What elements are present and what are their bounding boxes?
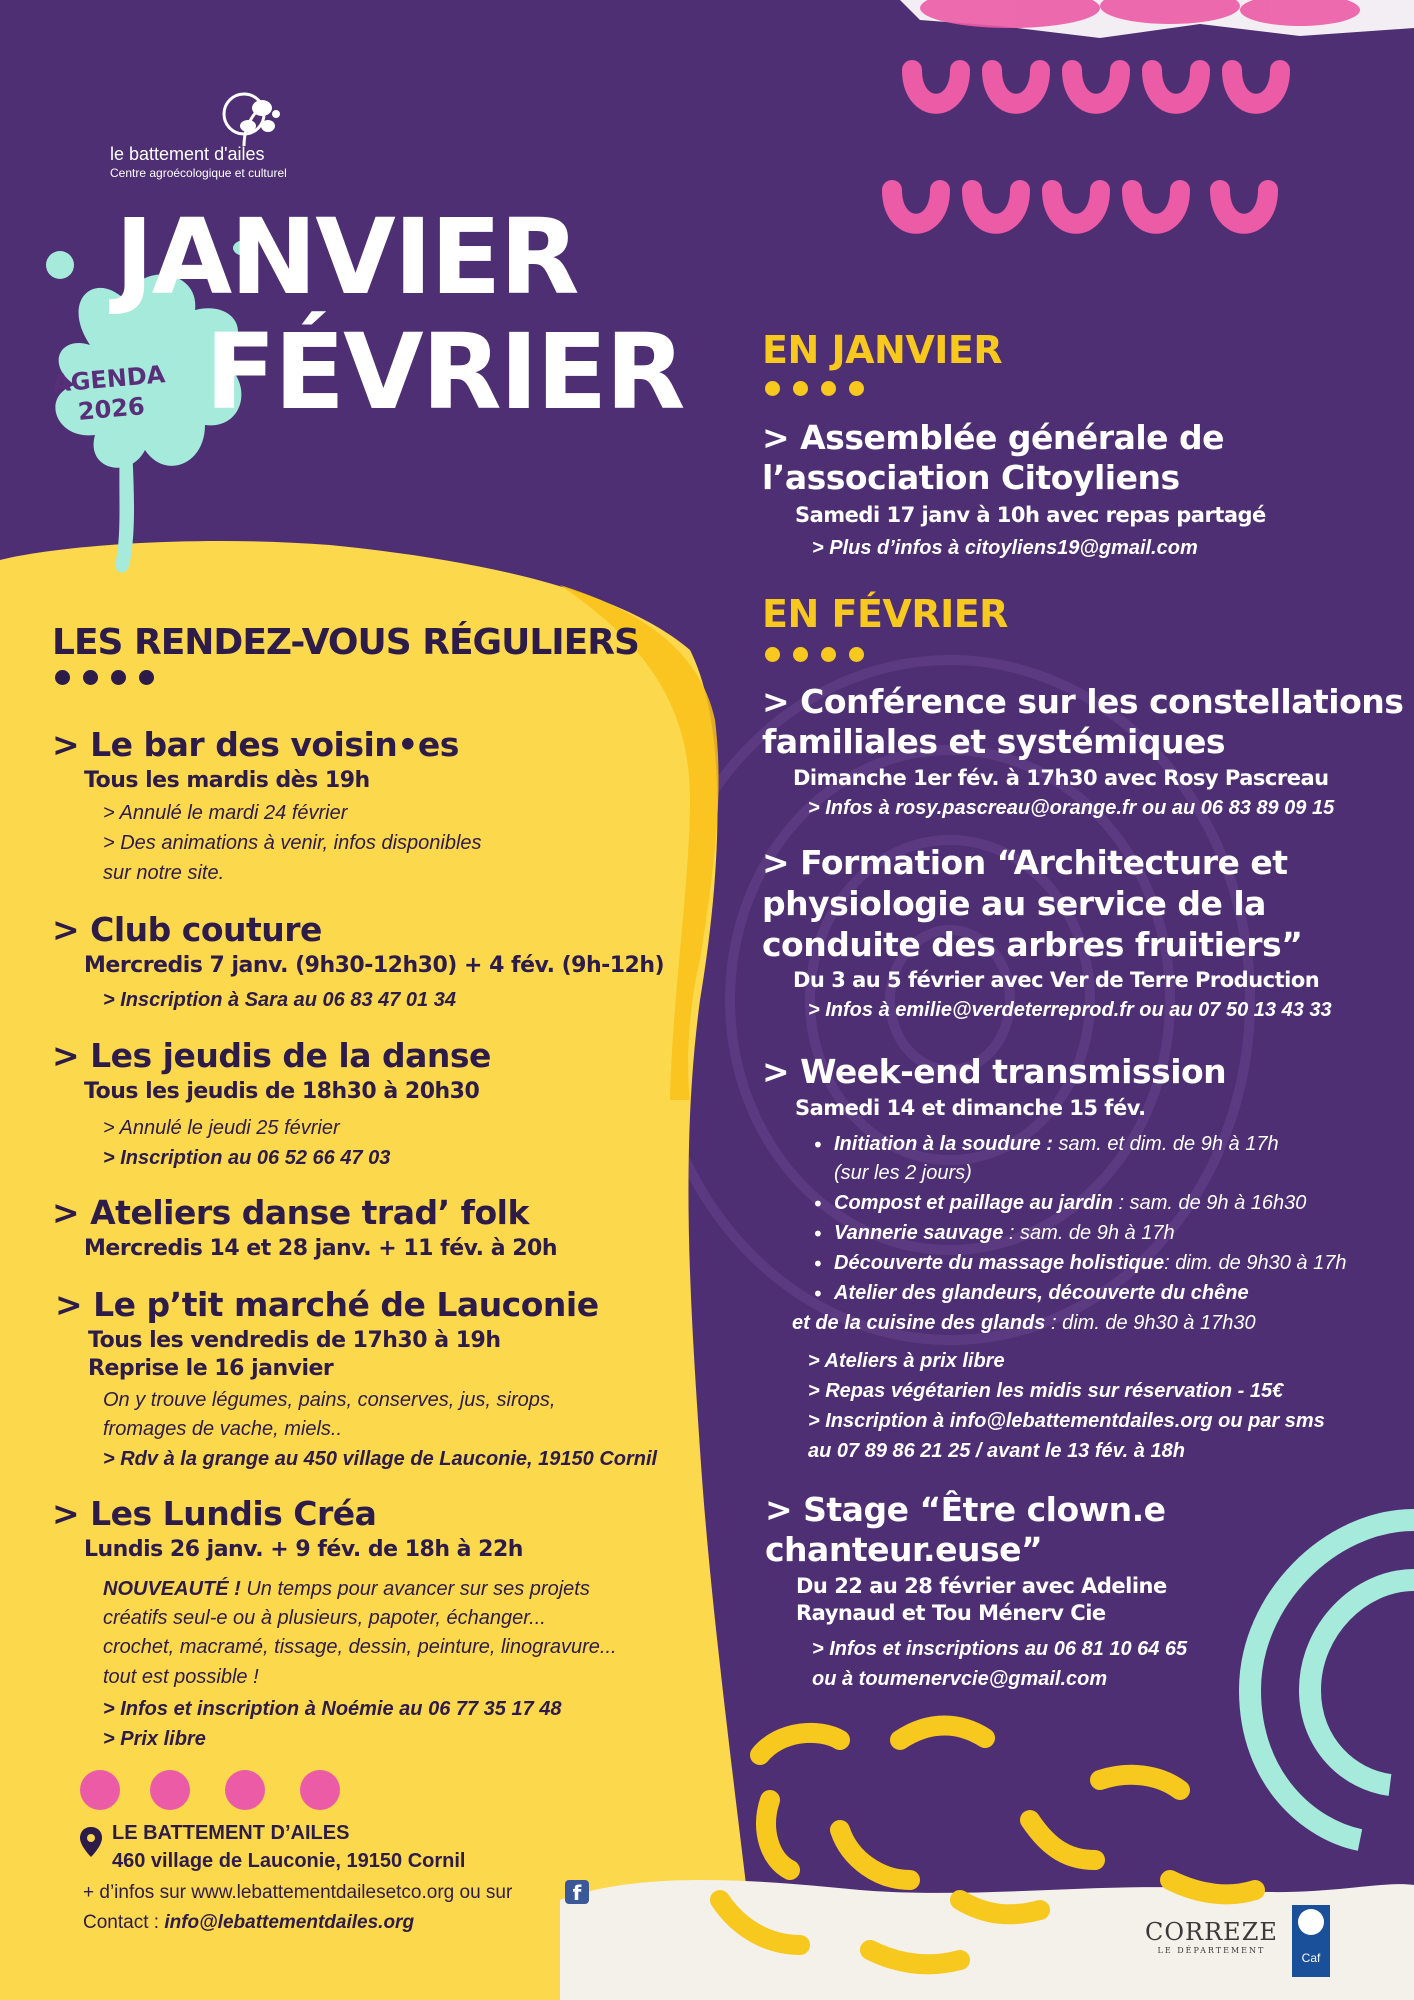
facebook-icon[interactable]: f [565,1880,589,1904]
footer-web-suffix: ou sur [454,1882,513,1903]
weekend-note-3: > Inscription à info@lebattementdailes.org ou par sms [808,1410,1325,1432]
footer-contact-label: Contact : [83,1912,165,1933]
crea-note-4: tout est possible ! [103,1666,259,1688]
marche-restart: Reprise le 16 janvier [88,1356,334,1381]
bar-schedule: Tous les mardis dès 19h [84,768,370,793]
marche-note-2: fromages de vache, miels.. [103,1418,342,1440]
correze-name: CORREZE [1145,1918,1278,1946]
website-link[interactable]: www.lebattementdailesetco.org [191,1882,455,1903]
stage-title-1: > Stage “Être clown.e [765,1490,1166,1529]
footer-web-prefix: + d’infos sur [83,1882,192,1903]
conf-title-1: > Conférence sur les constellations [762,682,1404,721]
crea-note-2: créatifs seul-e ou à plusieurs, papoter, échanger... [103,1607,546,1629]
janvier-dots [765,381,877,400]
crea-note-6: > Prix libre [103,1728,206,1750]
crea-note-5: > Infos et inscription à Noémie au 06 77 35 17 48 [103,1698,562,1720]
title-fevrier: FÉVRIER [205,311,684,433]
marche-title: > Le p’tit marché de Lauconie [55,1285,599,1324]
pink-u-marks [892,70,1280,224]
stage-schedule-2: Raynaud et Tou Ménerv Cie [796,1601,1106,1625]
danse-note-1: > Annulé le jeudi 25 février [103,1117,340,1139]
logo-name: le battement d'ailes [110,144,265,164]
ag-title-1: > Assemblée générale de [762,418,1225,457]
paper-bottom [560,1880,1414,2000]
partner-logo-caf [1292,1905,1330,1977]
formation-title-1: > Formation “Architecture et [762,843,1288,882]
weekend-note-4: au 07 89 86 21 25 / avant le 13 fév. à 18h [808,1440,1185,1462]
weekend-item-1-cont: (sur les 2 jours) [834,1162,972,1184]
formation-title-3: conduite des arbres fruitiers” [762,925,1303,964]
weekend-item-5-cont: et de la cuisine des glands : dim. de 9h30 à 17h30 [792,1312,1256,1334]
crea-new-label: NOUVEAUTÉ ! [103,1578,241,1600]
crea-note-1-text: Un temps pour avancer sur ses projets [240,1578,590,1600]
weekend-bullet-1: • [812,1133,824,1157]
logo-tagline: Centre agroécologique et culturel [110,166,287,180]
conf-schedule: Dimanche 1er fév. à 17h30 avec Rosy Pascreau [793,766,1329,790]
weekend-item-1: Initiation à la soudure : sam. et dim. de 9h à 17h [834,1133,1279,1155]
fevrier-dots [765,647,877,666]
weekend-item-3: Vannerie sauvage : sam. de 9h à 17h [834,1222,1175,1244]
weekend-bullet-4: • [812,1252,824,1276]
partner-logo-correze [1145,1918,1278,1955]
footer-org: LE BATTEMENT D’AILES [112,1822,350,1844]
correze-sub: LE DÉPARTEMENT [1157,1946,1266,1955]
couture-schedule: Mercredis 7 janv. (9h30-12h30) + 4 fév. (9h-12h) [84,953,665,978]
location-pin-icon [80,1827,102,1857]
agenda-year: 2026 [76,392,146,426]
danse-note-2: > Inscription au 06 52 66 47 03 [103,1147,391,1169]
marche-note-1: On y trouve légumes, pains, conserves, jus, sirops, [103,1389,556,1411]
weekend-title: > Week-end transmission [762,1052,1227,1091]
danse-title: > Les jeudis de la danse [52,1036,491,1075]
conf-title-2: familiales et systémiques [762,722,1225,761]
ag-schedule: Samedi 17 janv à 10h avec repas partagé [795,503,1266,527]
weekend-schedule: Samedi 14 et dimanche 15 fév. [795,1096,1146,1120]
weekend-note-2: > Repas végétarien les midis sur réservation - 15€ [808,1380,1284,1402]
weekend-bullet-5: • [812,1282,824,1306]
fevrier-heading: EN FÉVRIER [762,592,1008,636]
title-janvier: JANVIER [115,196,578,318]
ag-info: > Plus d’infos à citoyliens19@gmail.com [812,537,1198,559]
weekend-note-1: > Ateliers à prix libre [808,1350,1005,1372]
agenda-badge [43,358,178,429]
crea-note-1 [103,1578,590,1601]
janvier-heading: EN JANVIER [762,328,1003,372]
stage-info-1: > Infos et inscriptions au 06 81 10 64 65 [812,1638,1188,1660]
footer-web-line [83,1882,512,1904]
logo [110,86,350,186]
weekend-item-2: Compost et paillage au jardin : sam. de 9h à 16h30 [834,1192,1307,1214]
marche-note-3: > Rdv à la grange au 450 village de Lauconie, 19150 Cornil [103,1448,658,1470]
agenda-label: AGENDA [51,360,167,398]
contact-email-link[interactable]: info@lebattementdailes.org [164,1912,415,1933]
conf-info: > Infos à rosy.pascreau@orange.fr ou au 06 83 89 09 15 [808,797,1335,819]
regular-heading: LES RENDEZ-VOUS RÉGULIERS [52,622,639,663]
bar-note-1: > Annulé le mardi 24 février [103,802,348,824]
crea-title: > Les Lundis Créa [52,1494,377,1533]
footer-address: 460 village de Lauconie, 19150 Cornil [112,1850,466,1872]
formation-info: > Infos à emilie@verdeterreprod.fr ou au 07 50 13 43 33 [808,999,1332,1021]
trad-title: > Ateliers danse trad’ folk [52,1193,529,1232]
stage-info-2: ou à toumenervcie@gmail.com [812,1668,1108,1690]
logo-plant-icon [218,86,298,150]
weekend-bullet-2: • [812,1192,824,1216]
regular-dots [55,670,167,689]
formation-schedule: Du 3 au 5 février avec Ver de Terre Production [793,968,1320,992]
crea-note-3: crochet, macramé, tissage, dessin, peinture, linogravure... [103,1636,617,1658]
trad-schedule: Mercredis 14 et 28 janv. + 11 fév. à 20h [84,1236,557,1261]
marche-schedule: Tous les vendredis de 17h30 à 19h [88,1328,501,1353]
weekend-item-5: Atelier des glandeurs, découverte du chêne [834,1282,1249,1304]
caf-name: Caf [1301,1951,1321,1965]
stage-title-2: chanteur.euse” [765,1530,1043,1569]
bar-title: > Le bar des voisin•es [52,725,459,764]
couture-note-1: > Inscription à Sara au 06 83 47 01 34 [103,989,456,1011]
couture-title: > Club couture [52,910,322,949]
crea-schedule: Lundis 26 janv. + 9 fév. de 18h à 22h [84,1537,523,1562]
bar-note-3: sur notre site. [103,862,225,884]
footer-contact-line [83,1912,414,1934]
ag-title-2: l’association Citoyliens [762,458,1180,497]
caf-emblem-icon [1298,1909,1324,1935]
stage-schedule-1: Du 22 au 28 février avec Adeline [796,1574,1167,1598]
weekend-item-4: Découverte du massage holistique: dim. de 9h30 à 17h [834,1252,1347,1274]
danse-schedule: Tous les jeudis de 18h30 à 20h30 [84,1079,480,1104]
formation-title-2: physiologie au service de la [762,884,1266,923]
mint-rings [1250,1520,1414,1840]
bar-note-2: > Des animations à venir, infos disponibles [103,832,482,854]
weekend-bullet-3: • [812,1222,824,1246]
